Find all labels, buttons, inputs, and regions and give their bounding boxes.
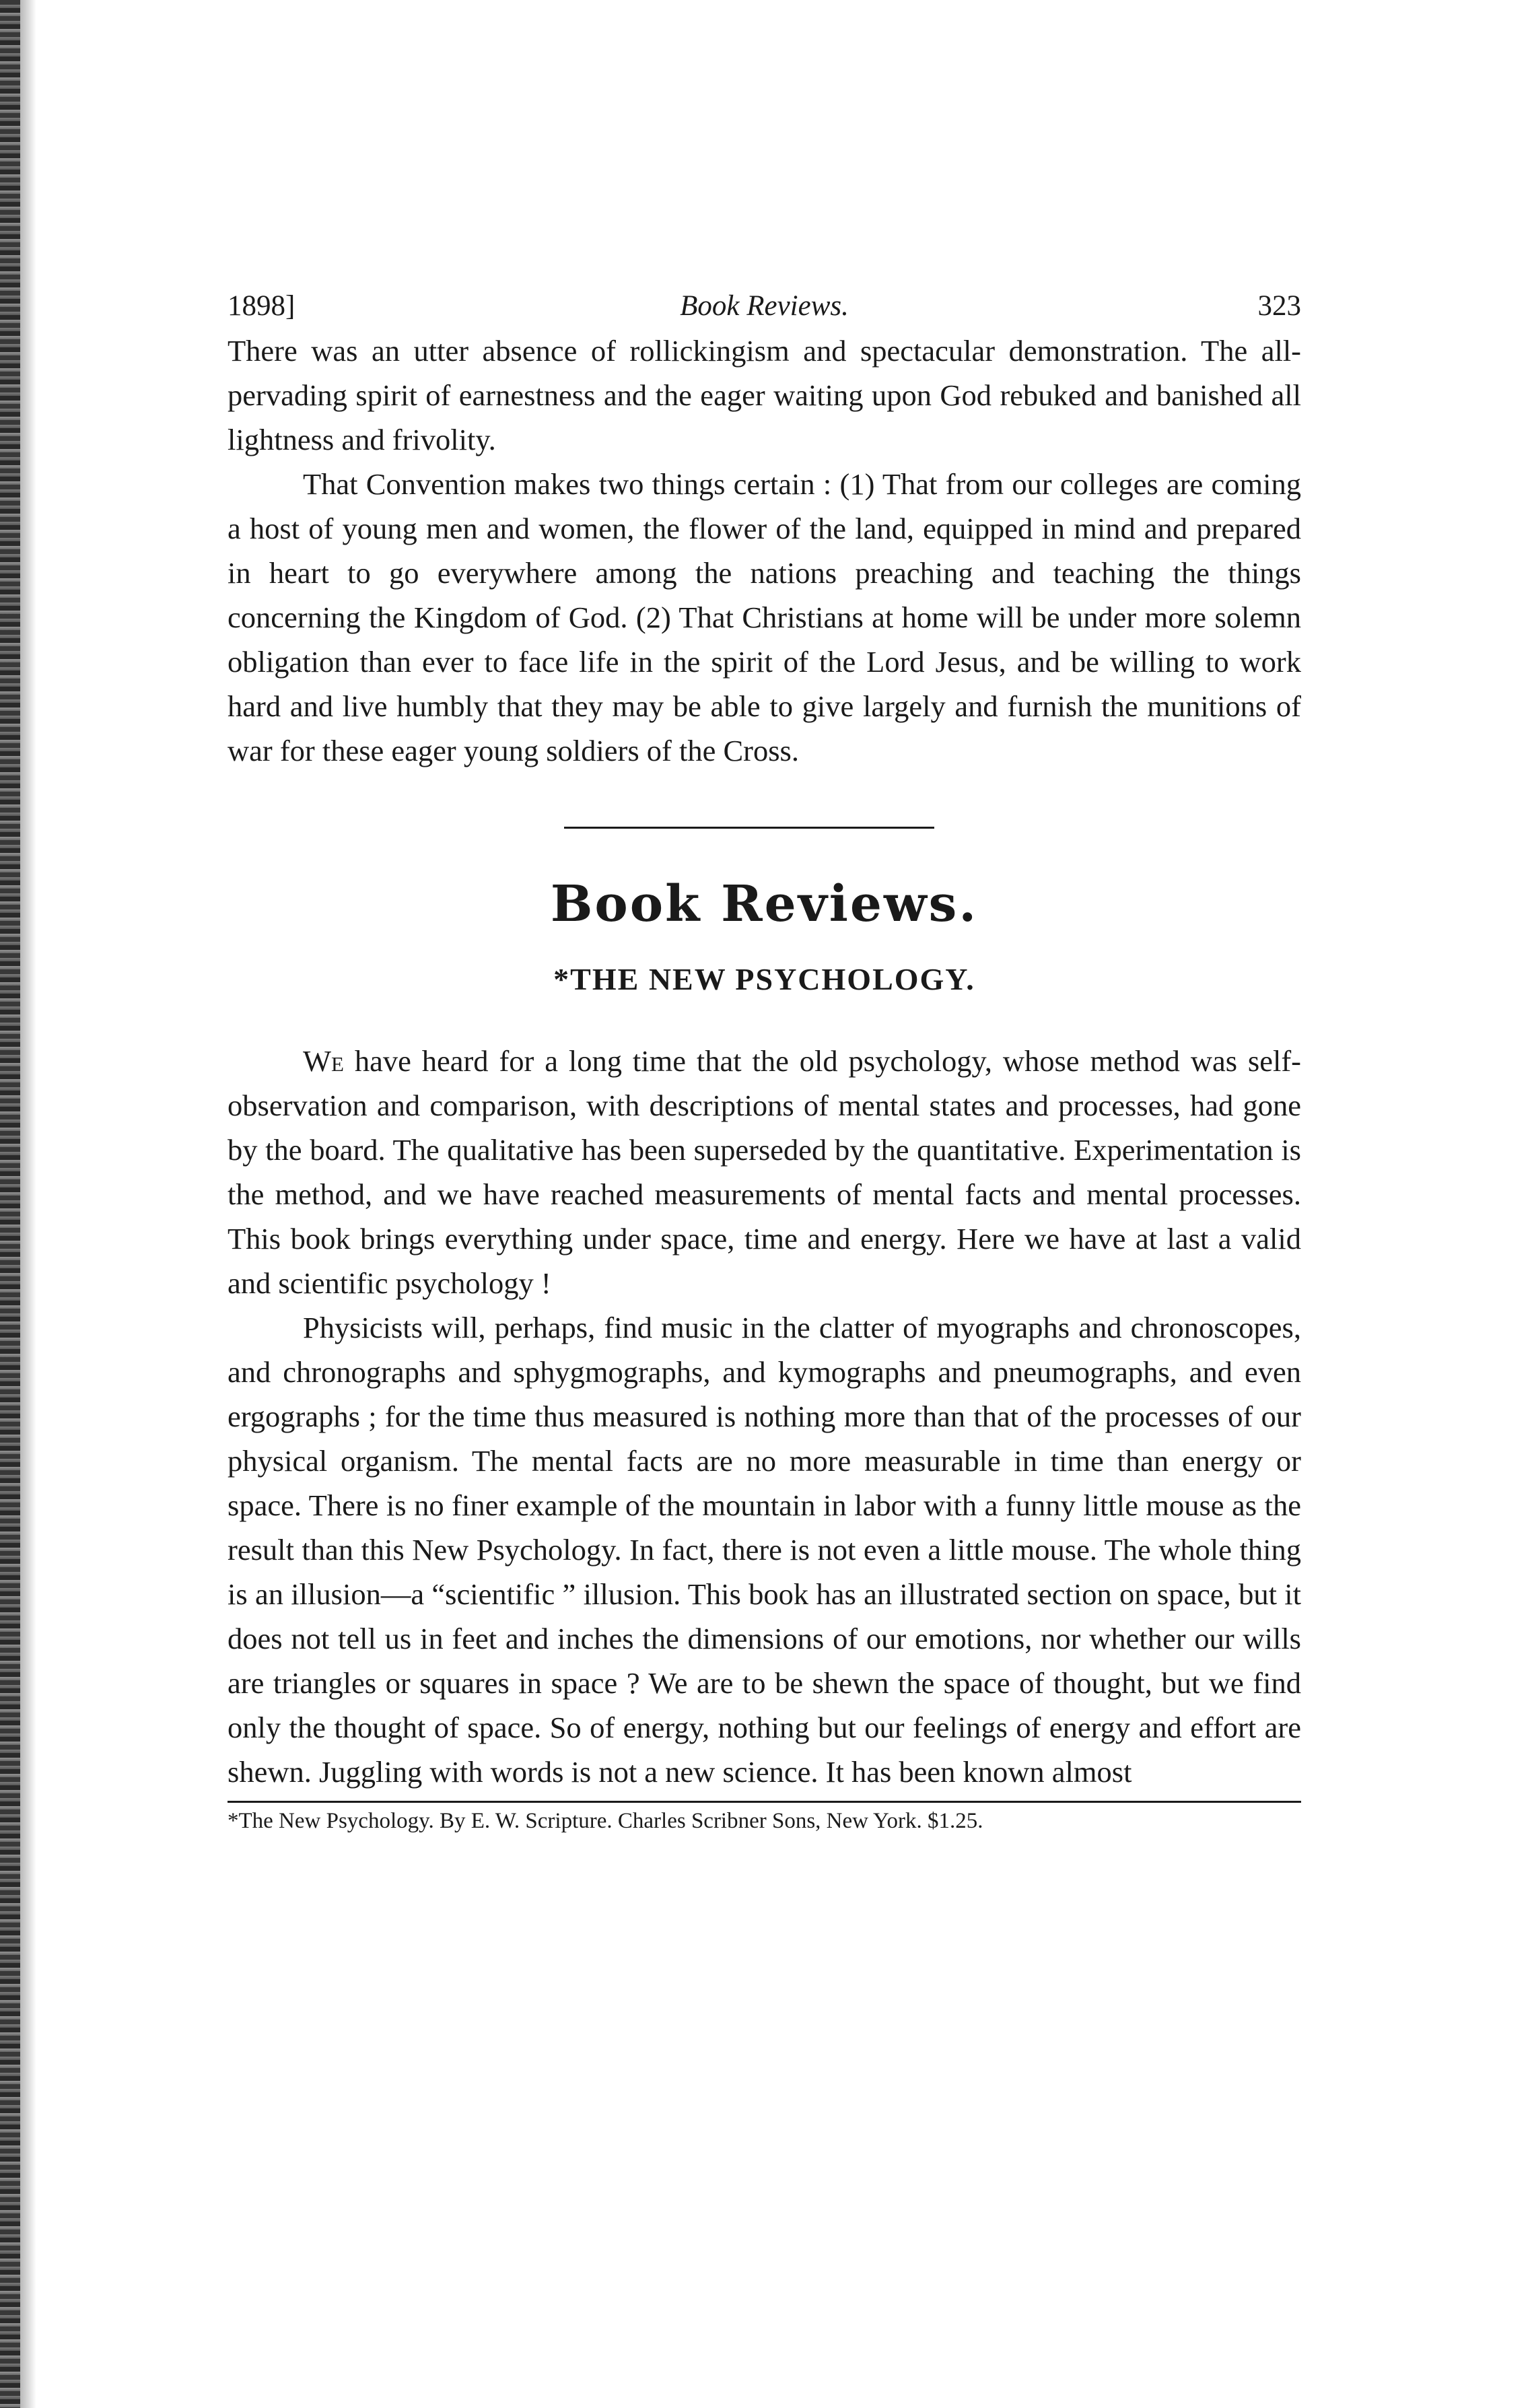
review-paragraph-2: Physicists will, perhaps, find music in the clatter of myographs and chronoscopes, and chronographs and sphygmographs, and kymographs and pneumographs, and even ergographs ; for the time thus measured is nothing more than that of the processes of our physical organism. The mental facts are no more measurable in time than energy or space. There is no finer example of the mountain in labor with a funny little mouse as the result than this New Psychology. In fact, there is not even a little mouse. The whole thing is an illusion—a “scientific ” illusion. This book has an illustrated section on space, but it does not tell us in feet and inches the dimensions of our emotions, nor whether our wills are triangles or squares in space ? We are to be shewn the space of thought, but we find only the thought of space. So of energy, nothing but our feelings of energy and effort are shewn. Juggling with words is not a new science. It has been known almost [228,1311,1301,1789]
article-title: *THE NEW PSYCHOLOGY. [553,962,975,996]
page-number: 323 [1257,290,1301,322]
review-paragraph-1 [228,1039,1301,1305]
running-head-title: Book Reviews. [680,290,849,322]
book-binding-edge [0,0,20,2408]
section-divider [228,773,1301,874]
book-page [228,281,1301,1836]
intro-paragraph-2: That Convention makes two things certain : (1) That from our colleges are coming a host of young men and women, the flower of the land, equipped in mind and prepared in heart to go everywhere among the nations preaching and teaching the things concerning the Kingdom of God. (2) That Christians at home will be under more solemn obligation than ever to face life in the spirit of the Lord Jesus, and be willing to work hard and live humbly that they may be able to give largely and furnish the munitions of war for these eager young soldiers of the Cross. [228,467,1301,767]
review-paragraph-1-text: have heard for a long time that the old psychology, whose method was self-observation and comparison, with descriptions of mental states and processes, had gone by the board. The qualitative has been superseded by the quantitative. Experimentation is the method, and we have reached measurements of mental facts and mental processes. This book brings everything under space, time and energy. Here we have at last a valid and scientific psychology ! [228,1044,1301,1300]
binding-shadow [20,0,36,2408]
section-heading: Book Reviews. [550,875,979,933]
footnote-rule [228,1801,1301,1803]
running-head [228,281,1301,329]
section-rule [564,827,934,829]
intro-paragraph-1: There was an utter absence of rollickingism and spectacular demonstration. The all-pervading spirit of earnestness and the eager waiting upon God rebuked and banished all lightness and frivolity. [228,334,1301,456]
running-head-year: 1898] [228,290,295,322]
review-drop-word: We [303,1044,344,1078]
footnote: *The New Psychology. By E. W. Scripture. Charles Scribner Sons, New York. $1.25. [228,1809,983,1833]
